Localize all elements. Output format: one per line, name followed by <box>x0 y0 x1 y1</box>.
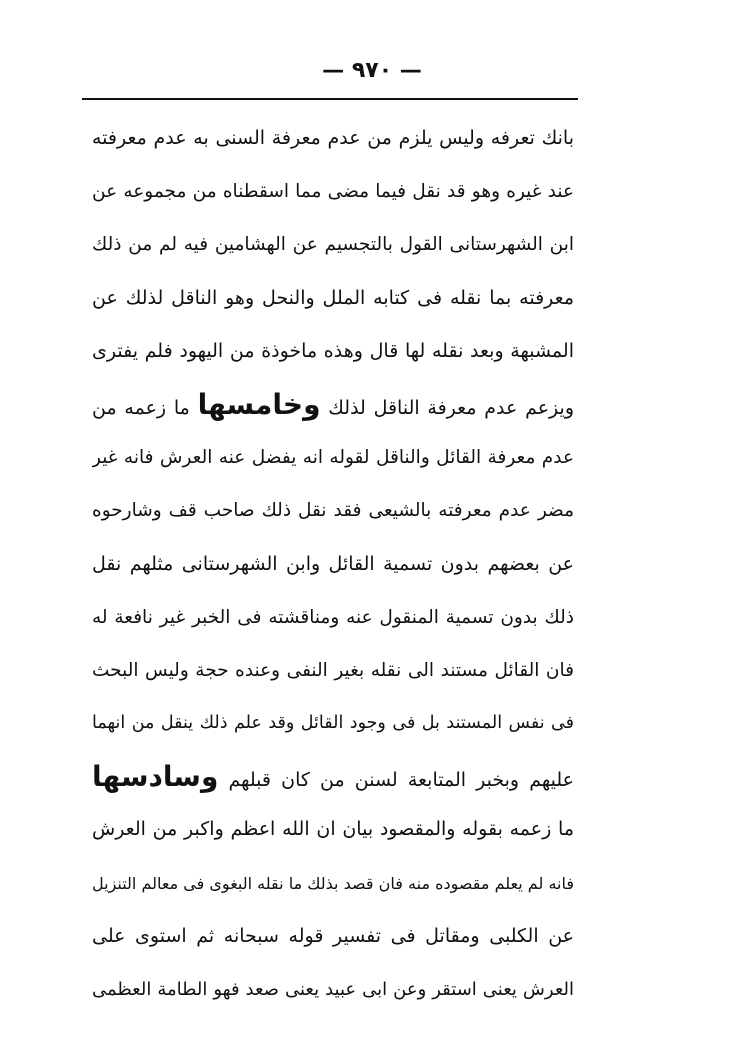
text-line: العرش يعنى استقر وعن ابى عبيد يعنى صعد فهو الطامة العظمى <box>92 979 574 1000</box>
line-text: ما زعمه من <box>92 396 190 419</box>
text-line <box>92 750 574 803</box>
text-line: عند غيره وهو قد نقل فيما مضى مما اسقطناه من مجموعه عن <box>92 181 574 203</box>
section-heading-sixth: وسادسها <box>92 760 219 794</box>
text-line: فى نفس المستند بل فى وجود القائل وقد علم ذلك ينقل من انهما <box>92 713 574 734</box>
text-line: بانك تعرفه وليس يلزم من عدم معرفة السنى به عدم معرفته <box>92 127 574 149</box>
text-line: فانه لم يعلم مقصوده منه فان قصد بذلك ما نقله البغوى فى معالم التنزيل <box>92 873 574 893</box>
document-body <box>92 112 574 1016</box>
text-line: عن بعضهم بدون تسمية القائل وابن الشهرستانى مثلهم نقل <box>92 552 574 575</box>
text-line: عدم معرفة القائل والناقل لقوله انه يفضل عنه العرش فانه غير <box>92 447 574 469</box>
text-line <box>92 378 574 431</box>
text-line: عن الكلبى ومقاتل فى تفسير قوله سبحانه ثم استوى على <box>92 924 574 947</box>
page-number: — ٩٧٠ — <box>322 58 422 83</box>
header-rule <box>82 98 578 100</box>
text-line: المشبهة وبعد نقله لها قال وهذه ماخوذة من اليهود فلم يفترى <box>92 339 574 362</box>
text-line: مضر عدم معرفته بالشيعى فقد نقل ذلك صاحب قف وشارحوه <box>92 500 574 522</box>
text-line: فان القائل مستند الى نقله بغير النفى وعنده حجة وليس البحث <box>92 659 574 681</box>
line-text: ويزعم عدم معرفة الناقل لذلك <box>328 396 574 419</box>
section-heading-fifth: وخامسها <box>197 387 321 421</box>
text-line: ما زعمه بقوله والمقصود بيان ان الله اعظم واكبر من العرش <box>92 818 574 841</box>
text-line: ابن الشهرستانى القول بالتجسيم عن الهشامين فيه لم من ذلك <box>92 234 574 256</box>
text-line: ذلك بدون تسمية المنقول عنه ومناقشته فى الخبر غير نافعة له <box>92 606 574 628</box>
line-text: عليهم وبخبر المتابعة لسنن من كان قبلهم <box>228 769 574 792</box>
text-line: معرفته بما نقله فى كتابه الملل والنحل وهو الناقل لذلك عن <box>92 286 574 309</box>
